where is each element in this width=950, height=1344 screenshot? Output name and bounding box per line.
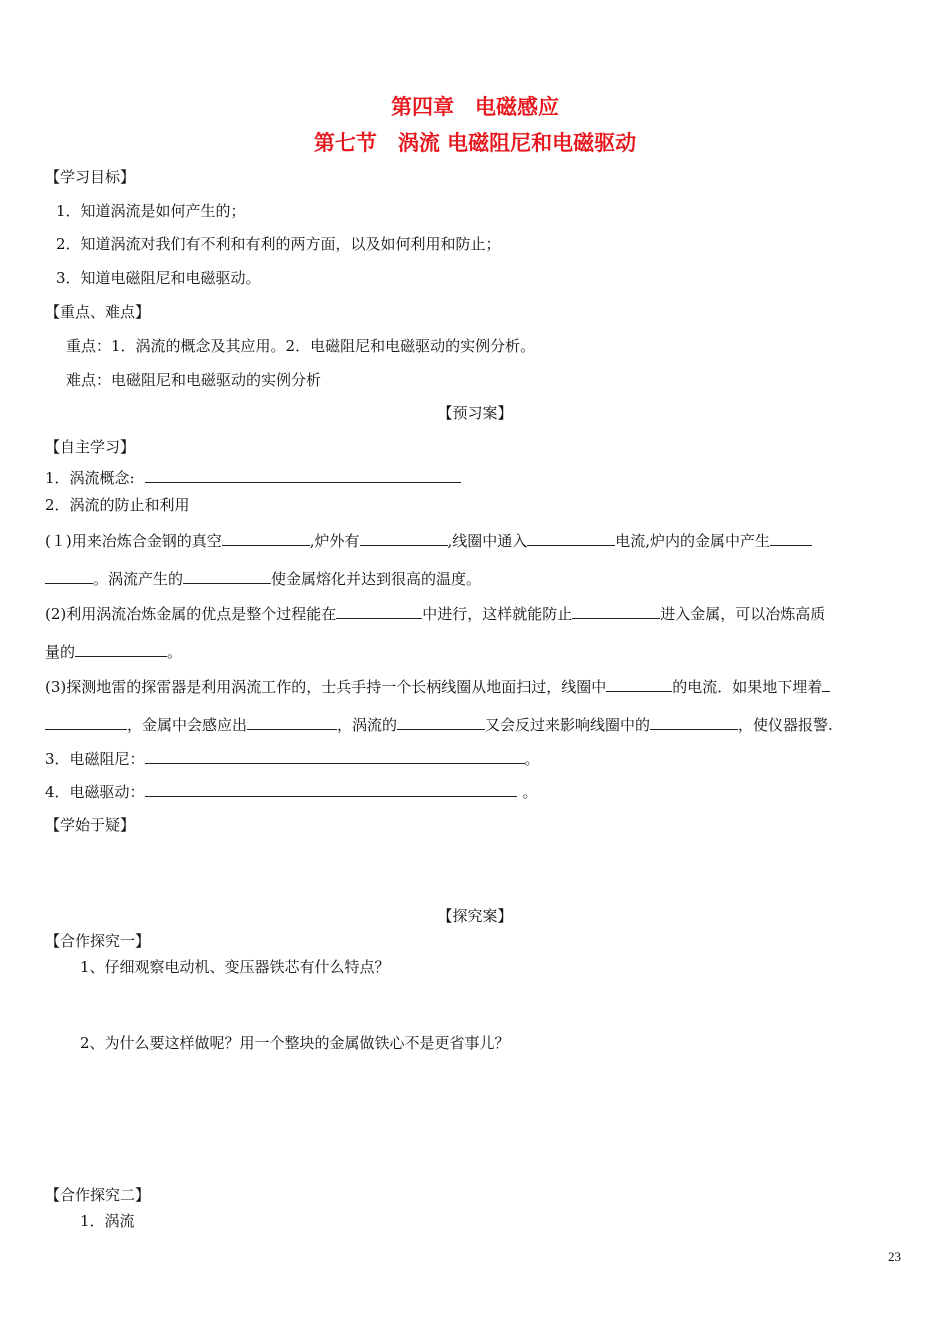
self-study-heading: 【自主学习】 bbox=[45, 438, 136, 456]
page-number: 23 bbox=[888, 1249, 901, 1264]
objective-item-2: 2．知道涡流对我们有不利和有利的两方面，以及如何利用和防止； bbox=[56, 235, 501, 253]
question-3 bbox=[45, 748, 540, 769]
text: ,线圈中通入 bbox=[447, 532, 528, 550]
text: (2)利用涡流冶炼金属的优点是整个过程能在 bbox=[45, 605, 337, 623]
blank bbox=[650, 714, 738, 730]
paragraph-3-line-2 bbox=[45, 714, 833, 735]
blank bbox=[572, 603, 660, 619]
chapter-title: 第四章 电磁感应 bbox=[391, 95, 559, 119]
text: 。 bbox=[524, 750, 540, 768]
text: 。涡流产生的 bbox=[93, 570, 184, 588]
text: 量的 bbox=[45, 643, 76, 661]
text: ，涡流的 bbox=[337, 716, 398, 734]
blank bbox=[145, 748, 525, 764]
blank bbox=[360, 530, 448, 546]
text: 又会反过来影响线圈中的 bbox=[485, 716, 651, 734]
text: ，金属中会感应出 bbox=[127, 716, 248, 734]
paragraph-2-line-1 bbox=[45, 603, 825, 624]
blank bbox=[822, 676, 830, 692]
text: 的电流．如果地下埋着 bbox=[672, 678, 823, 696]
blank bbox=[527, 530, 615, 546]
objective-item-3: 3．知道电磁阻尼和电磁驱动。 bbox=[56, 269, 261, 287]
blank bbox=[45, 714, 127, 730]
preview-heading: 【预习案】 bbox=[437, 404, 513, 422]
coop1-question-2: 2、为什么要这样做呢？用一个整块的金属做铁心不是更省事儿？ bbox=[80, 1034, 510, 1052]
text: ,炉外有 bbox=[309, 532, 360, 550]
text: 中进行，这样就能防止 bbox=[422, 605, 573, 623]
text: 。 bbox=[167, 643, 183, 661]
question-2: 2．涡流的防止和利用 bbox=[45, 496, 190, 514]
text: ，使仪器报警. bbox=[738, 716, 833, 734]
difficult-point: 难点：电磁阻尼和电磁驱动的实例分析 bbox=[66, 371, 322, 389]
blank bbox=[75, 641, 167, 657]
question-4-label: 4．电磁驱动： bbox=[45, 783, 145, 801]
text: (3)探测地雷的探雷器是利用涡流工作的，士兵手持一个长柄线圈从地面扫过，线圈中 bbox=[45, 678, 607, 696]
text: (１)用来冶炼合金钢的真空 bbox=[45, 532, 222, 550]
explore-heading: 【探究案】 bbox=[437, 907, 513, 925]
question-3-label: 3．电磁阻尼： bbox=[45, 750, 145, 768]
coop2-heading: 【合作探究二】 bbox=[45, 1186, 151, 1204]
blank bbox=[247, 714, 337, 730]
coop2-question-1: 1．涡流 bbox=[80, 1212, 135, 1230]
blank bbox=[397, 714, 485, 730]
blank bbox=[145, 781, 517, 797]
blank bbox=[222, 530, 310, 546]
blank bbox=[606, 676, 672, 692]
paragraph-1-line-1 bbox=[45, 530, 812, 551]
keypoints-heading: 【重点、难点】 bbox=[45, 303, 151, 321]
blank bbox=[183, 568, 271, 584]
paragraph-3-line-1 bbox=[45, 676, 830, 697]
question-4 bbox=[45, 781, 538, 802]
question-1 bbox=[45, 467, 461, 488]
blank bbox=[45, 568, 93, 584]
text: 。 bbox=[522, 783, 538, 801]
coop1-heading: 【合作探究一】 bbox=[45, 932, 151, 950]
blank bbox=[770, 530, 812, 546]
paragraph-2-line-2 bbox=[45, 641, 182, 662]
objectives-heading: 【学习目标】 bbox=[45, 168, 136, 186]
section-title: 第七节 涡流 电磁阻尼和电磁驱动 bbox=[313, 131, 637, 155]
doubt-heading: 【学始于疑】 bbox=[45, 816, 136, 834]
paragraph-1-line-2 bbox=[45, 568, 481, 589]
key-point: 重点：1．涡流的概念及其应用。2．电磁阻尼和电磁驱动的实例分析。 bbox=[66, 337, 536, 355]
coop1-question-1: 1、仔细观察电动机、变压器铁芯有什么特点？ bbox=[80, 958, 390, 976]
text: 电流,炉内的金属中产生 bbox=[615, 532, 771, 550]
question-1-label: 1．涡流概念: bbox=[45, 469, 135, 487]
blank bbox=[145, 467, 461, 483]
text: 使金属熔化并达到很高的温度。 bbox=[271, 570, 482, 588]
blank bbox=[336, 603, 422, 619]
text: 进入金属，可以冶炼高质 bbox=[660, 605, 826, 623]
objective-item-1: 1．知道涡流是如何产生的； bbox=[56, 202, 246, 220]
